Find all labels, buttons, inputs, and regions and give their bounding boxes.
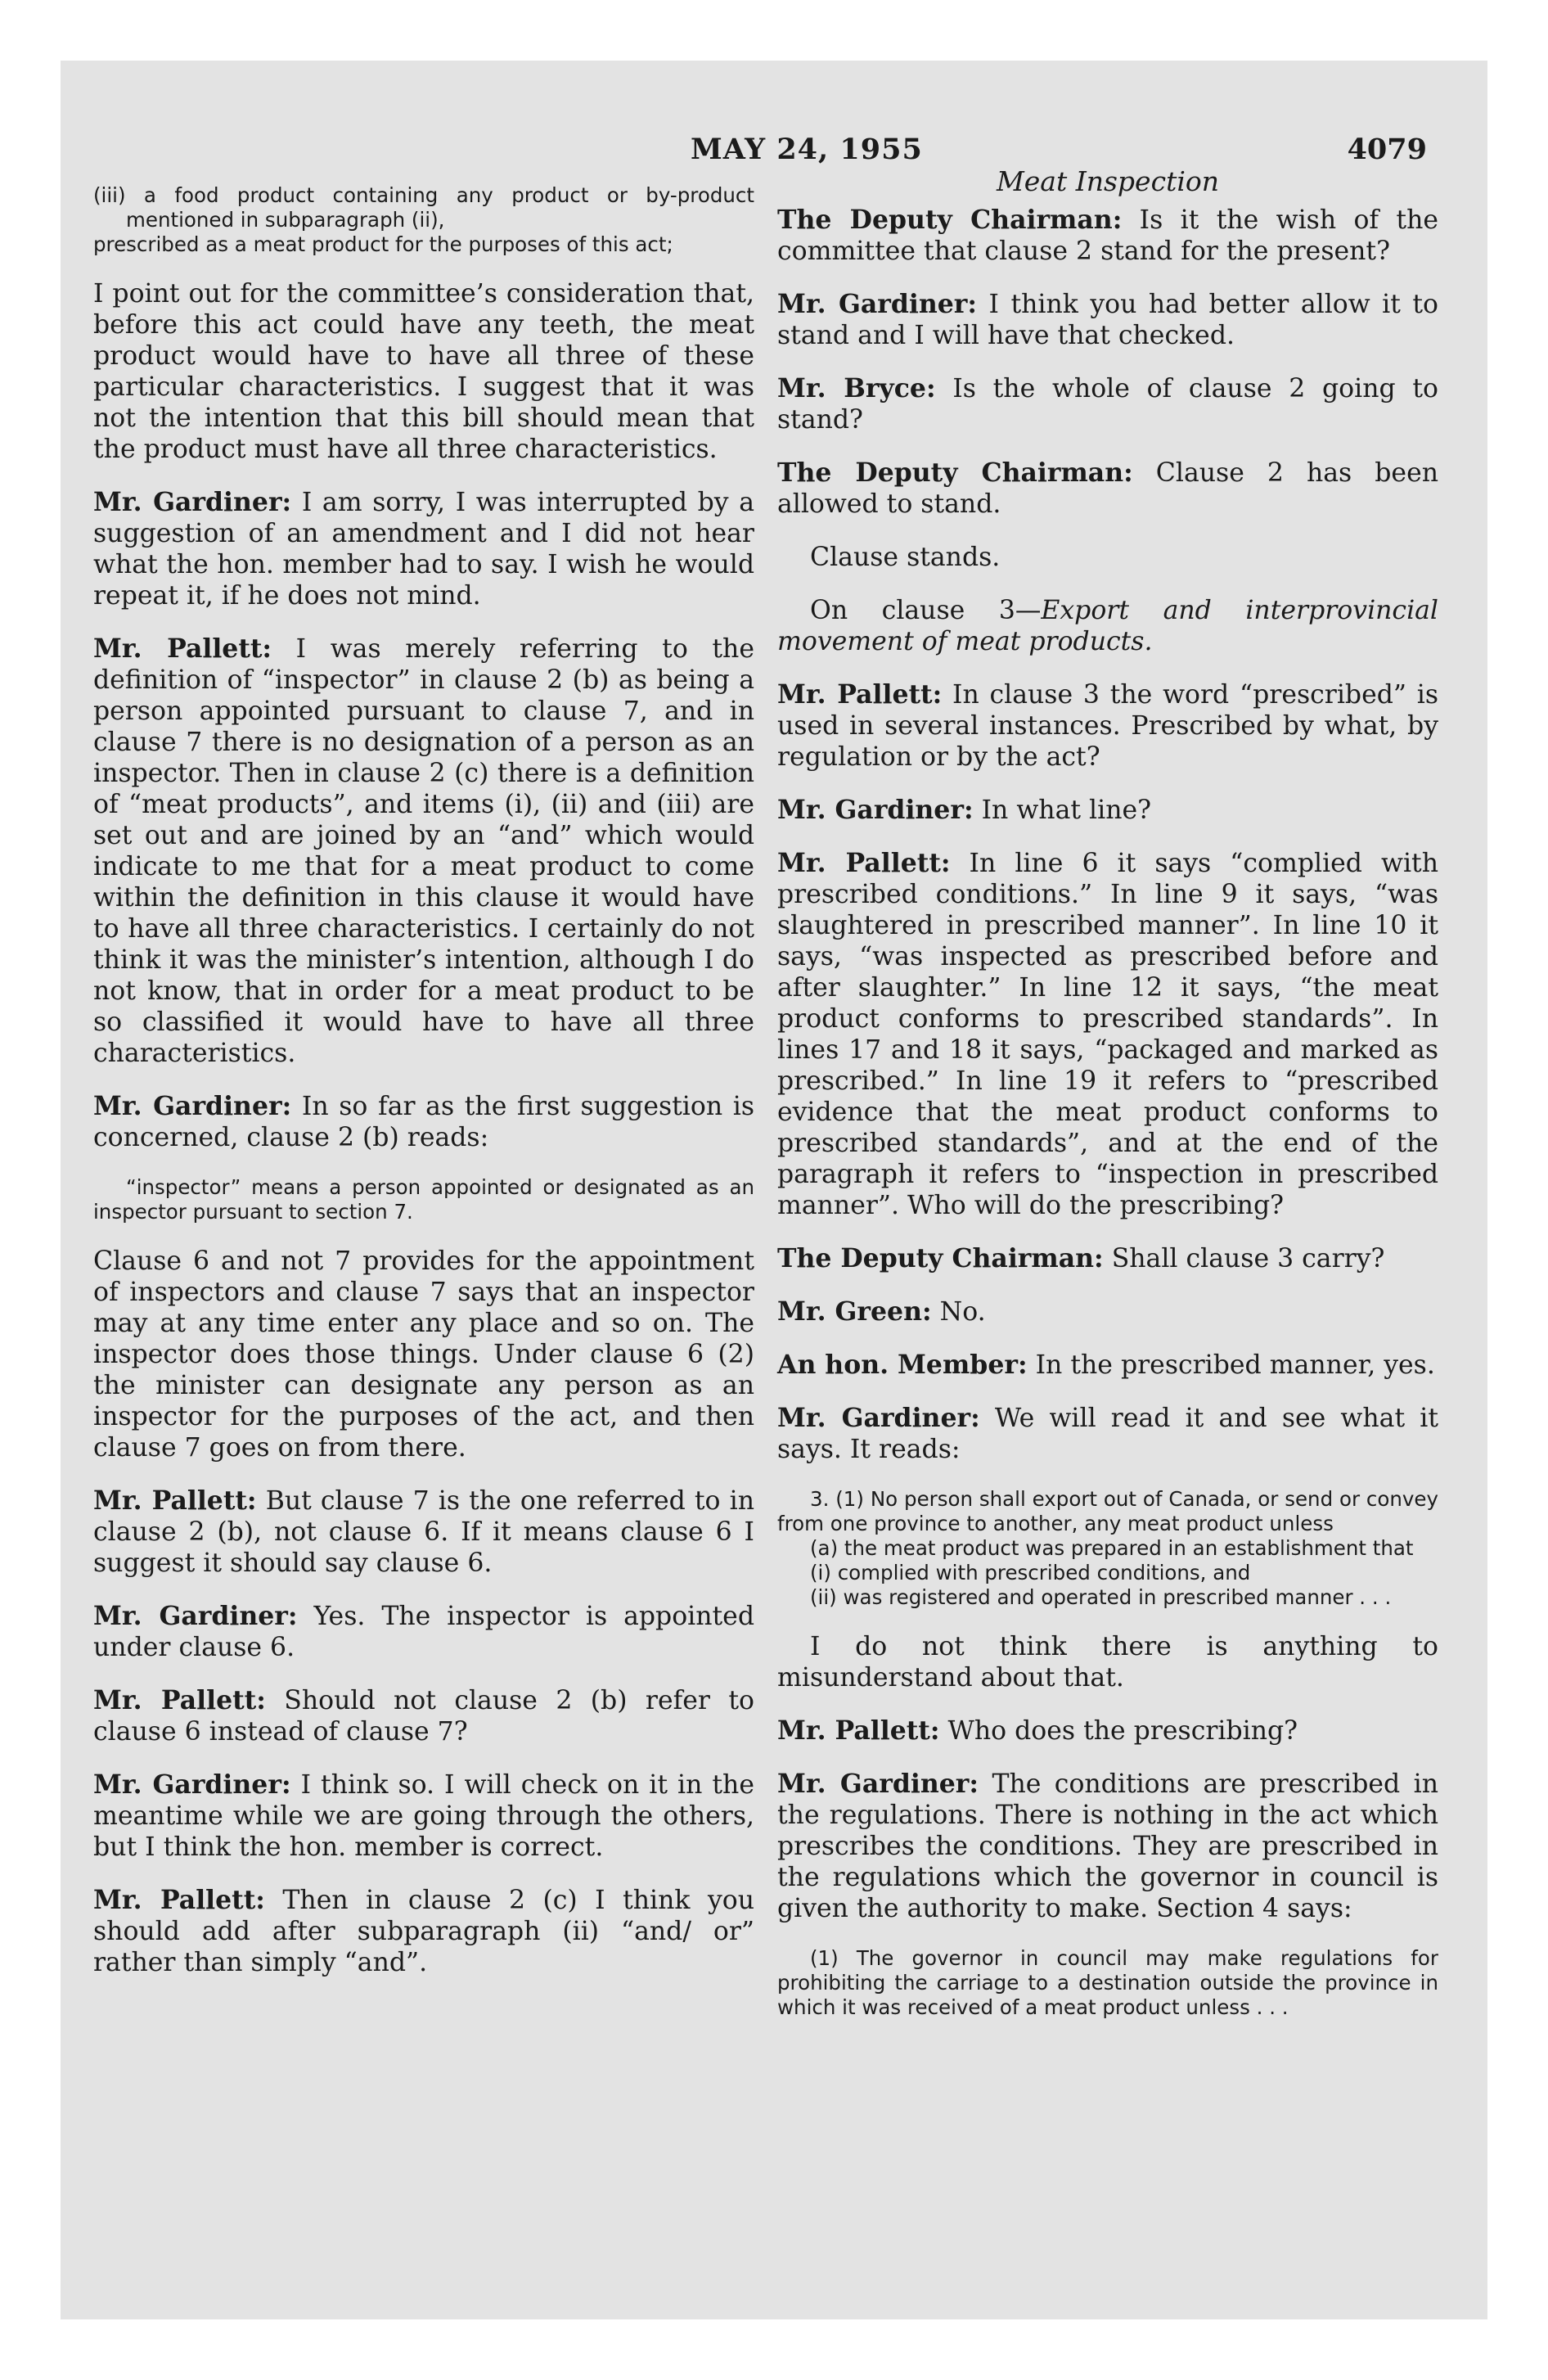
- paragraph-text: But clause 7 is the one referred to in clause 2 (b), not clause 6. If it means clause 6 I suggest it should say clause 6.: [93, 1486, 754, 1578]
- speaker: Mr. Pallett:: [777, 679, 943, 710]
- paragraph-text: I think so. I will check on it in the meantime while we are going through the others, but I think the hon. member is correct.: [93, 1770, 754, 1862]
- paragraph-text: Clause 6 and not 7 provides for the appointment of inspectors and clause 7 says that an inspector may at any time enter any place and so on. The inspector does those things. Under clause 6 (2) the minister can designate any person as an inspector for the purposes of the act, and then clause 7 goes on from there.: [93, 1246, 754, 1463]
- paragraph: [93, 1685, 754, 1747]
- paragraph-text: In what line?: [981, 796, 1152, 825]
- quote-line: (iii) a food product containing any product or by-product mentioned in subparagraph (ii),: [93, 183, 754, 232]
- quote-line: (i) complied with prescribed conditions, and: [810, 1561, 1251, 1584]
- paragraph: [93, 633, 754, 1069]
- paragraph: [777, 679, 1438, 773]
- quote-line: (a) the meat product was prepared in an establishment that: [810, 1536, 1414, 1560]
- right-column: [777, 165, 1438, 2041]
- paragraph: [777, 289, 1438, 351]
- paragraph: [777, 205, 1438, 267]
- quoted-definition-iii: [93, 183, 754, 257]
- paragraph: [93, 1885, 754, 1978]
- speaker: An hon. Member:: [777, 1350, 1028, 1380]
- paragraph: [93, 1601, 754, 1663]
- paragraph: [777, 795, 1438, 826]
- paragraph: [777, 458, 1438, 520]
- speaker: Mr. Gardiner:: [93, 1091, 292, 1121]
- paragraph: [777, 1631, 1438, 1693]
- paragraph: [93, 1769, 754, 1863]
- paragraph: [777, 1769, 1438, 1924]
- paragraph-text: In clause 3 the word “prescribed” is used in several instances. Prescribed by what, by regulation or by the act?: [777, 680, 1438, 772]
- quote-line: (ii) was registered and operated in prescribed manner . . .: [810, 1585, 1392, 1609]
- paragraph: [93, 487, 754, 611]
- paragraph: [93, 278, 754, 465]
- paragraph: [93, 1485, 754, 1579]
- speaker: Mr. Green:: [777, 1296, 932, 1327]
- quoted-section-4: (1) The governor in council may make regulations for prohibiting the carriage to a destination outside the province in which it was received of a meat product unless . . .: [777, 1946, 1438, 2019]
- speaker: Mr. Gardiner:: [93, 487, 292, 517]
- document-page: [61, 61, 1487, 2319]
- paragraph: [777, 1350, 1438, 1381]
- paragraph: [777, 373, 1438, 435]
- paragraph-text: I am sorry, I was interrupted by a suggestion of an amendment and I did not hear what the hon. member had to say. I wish he would repeat it, if he does not mind.: [93, 488, 755, 611]
- paragraph: [777, 542, 1438, 573]
- speaker: The Deputy Chairman:: [777, 1243, 1104, 1273]
- page-number: 4079: [1347, 133, 1427, 166]
- quote-line: prescribed as a meat product for the purposes of this act;: [93, 232, 673, 256]
- quote-line: 3. (1) No person shall export out of Canada, or send or convey from one province to another, any meat product unless: [777, 1487, 1438, 1535]
- speaker: Mr. Pallett:: [93, 1485, 257, 1516]
- left-column: [93, 183, 754, 2000]
- header-date: MAY 24, 1955: [691, 133, 923, 166]
- paragraph-text: In the prescribed manner, yes.: [1035, 1350, 1435, 1380]
- paragraph: [93, 1246, 754, 1463]
- paragraph: [93, 1091, 754, 1153]
- paragraph-text: Shall clause 3 carry?: [1111, 1244, 1385, 1273]
- paragraph-text: I point out for the committee’s consideration that, before this act could have any teeth, the meat product would have to have all three of these particular characteristics. I suggest that it was not the intention that this bill should mean that the product must have all three characteristics.: [93, 279, 754, 464]
- paragraph-text: The conditions are prescribed in the regulations. There is nothing in the act which prescribes the conditions. They are prescribed in the regulations which the governor in council is given the authority to make. Section 4 says:: [777, 1769, 1439, 1923]
- speaker: Mr. Gardiner:: [777, 1769, 979, 1799]
- quoted-definition-inspector: “inspector” means a person appointed or designated as an inspector pursuant to section 7.: [93, 1175, 754, 1224]
- speaker: Mr. Pallett:: [93, 633, 272, 664]
- paragraph-text: On clause 3—: [810, 596, 1042, 625]
- paragraph-text: Clause 2 has been allowed to stand.: [777, 458, 1438, 519]
- speaker: Mr. Gardiner:: [777, 289, 978, 319]
- speaker: Mr. Bryce:: [777, 373, 936, 403]
- paragraph-text: I was merely referring to the definition of “inspector” in clause 2 (b) as being a person appointed pursuant to clause 7, and in clause 7 there is no designation of a person as an inspector. Then in clause 2 (c) there is a definition of “meat products”, and items (i), (ii) and (iii) are set out and are joined by an “and” which would indicate to me that for a meat product to come within the definition in this clause it would have to have all three characteristics. I certainly do not think it was the minister’s intention, although I do not know, that in order for a meat product to be so classified it would have to have all three characteristics.: [93, 634, 754, 1068]
- quoted-clause-3: [777, 1487, 1438, 1610]
- paragraph: [777, 595, 1438, 657]
- speaker: Mr. Gardiner:: [93, 1769, 291, 1800]
- paragraph-text: Should not clause 2 (b) refer to clause 6 instead of clause 7?: [93, 1686, 754, 1747]
- paragraph-text: We will read it and see what it says. It reads:: [777, 1404, 1439, 1464]
- paragraph: [777, 1403, 1438, 1465]
- speaker: Mr. Pallett:: [93, 1885, 265, 1915]
- speaker: Mr. Pallett:: [93, 1685, 266, 1715]
- speaker: Mr. Gardiner:: [93, 1601, 298, 1631]
- paragraph: [777, 1715, 1438, 1747]
- paragraph-text: Yes. The inspector is appointed under clause 6.: [93, 1602, 754, 1662]
- paragraph-text: I think you had better allow it to stand and I will have that checked.: [777, 290, 1439, 350]
- paragraph-text: In so far as the first suggestion is concerned, clause 2 (b) reads:: [93, 1092, 755, 1152]
- paragraph-text: Export and interprovincial movement of meat products.: [777, 596, 1438, 656]
- section-title: Meat Inspection: [996, 165, 1220, 197]
- speaker: The Deputy Chairman:: [777, 458, 1133, 488]
- speaker: Mr. Gardiner:: [777, 1403, 980, 1433]
- speaker: Mr. Gardiner:: [777, 795, 974, 825]
- speaker: Mr. Pallett:: [777, 1715, 940, 1746]
- paragraph-text: In line 6 it says “complied with prescribed conditions.” In line 9 it says, “was slaughtered in prescribed manner”. In line 10 it says, “was inspected as prescribed before and after slaughter.” In line 12 it says, “the meat product conforms to prescribed standards”. In lines 17 and 18 it says, “packaged and marked as prescribed.” In line 19 it refers to “prescribed evidence that the meat product conforms to prescribed standards”, and at the end of the paragraph it refers to “inspection in prescribed manner”. Who will do the prescribing?: [777, 849, 1438, 1220]
- paragraph-text: I do not think there is anything to misunderstand about that.: [777, 1632, 1438, 1693]
- paragraph-text: No.: [939, 1297, 986, 1327]
- paragraph-text: Is the whole of clause 2 going to stand?: [777, 374, 1438, 435]
- paragraph-text: Who does the prescribing?: [947, 1716, 1298, 1746]
- paragraph: [777, 1243, 1438, 1274]
- paragraph-text: Then in clause 2 (c) I think you should add after subparagraph (ii) “and/ or” rather than simply “and”.: [93, 1886, 754, 1977]
- speaker: The Deputy Chairman:: [777, 205, 1123, 235]
- paragraph-text: Is it the wish of the committee that clause 2 stand for the present?: [777, 205, 1438, 266]
- paragraph: [777, 848, 1438, 1221]
- paragraph-text: Clause stands.: [810, 543, 1001, 572]
- speaker: Mr. Pallett:: [777, 848, 951, 878]
- paragraph: [777, 1296, 1438, 1327]
